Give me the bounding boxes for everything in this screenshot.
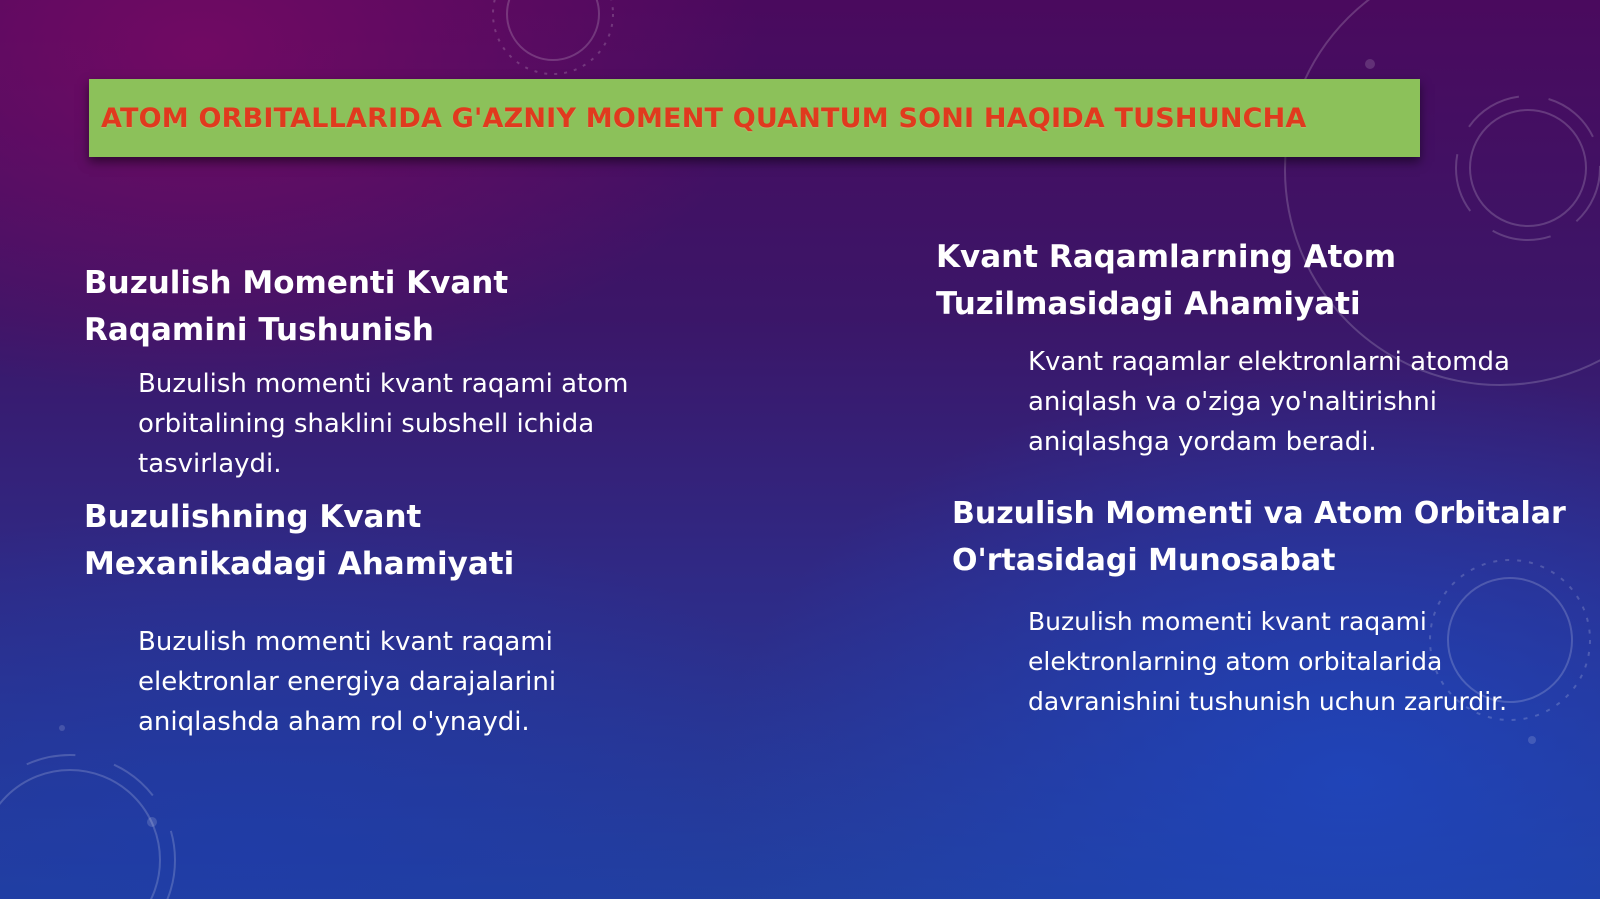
- section-1-heading: [84, 260, 784, 354]
- section-2-body-line-2: elektronlar energiya darajalarini: [138, 667, 557, 697]
- section-1-body-line-3: tasvirlaydi.: [138, 449, 282, 479]
- section-3-body-line-3: aniqlashga yordam beradi.: [1028, 427, 1377, 457]
- section-2-body-line-1: Buzulish momenti kvant raqami: [138, 627, 553, 657]
- section-3-body: [1028, 342, 1588, 462]
- section-1-body-line-1: Buzulish momenti kvant raqami atom: [138, 369, 629, 399]
- section-2-heading-line-1: Buzulishning Kvant: [84, 499, 422, 535]
- section-1-body: [138, 364, 798, 484]
- section-1-heading-line-1: Buzulish Momenti Kvant: [84, 265, 509, 301]
- section-4-body-line-3: davranishini tushunish uchun zarurdir.: [1028, 687, 1508, 716]
- section-4-body-line-2: elektronlarning atom orbitalarida: [1028, 647, 1443, 676]
- section-3-heading-line-2: Tuzilmasidagi Ahamiyati: [936, 286, 1361, 322]
- section-4-heading: [952, 490, 1592, 584]
- section-4-heading-line-2: O'rtasidagi Munosabat: [952, 543, 1336, 578]
- section-2-body: [138, 622, 798, 742]
- slide-title: ATOM ORBITALLARIDA G'AZNIY MOMENT QUANTUM SONI HAQIDA TUSHUNCHA: [101, 102, 1307, 134]
- section-2-heading: [84, 494, 784, 588]
- section-3-body-line-1: Kvant raqamlar elektronlarni atomda: [1028, 347, 1510, 377]
- section-4-heading-line-1: Buzulish Momenti va Atom Orbitalar: [952, 496, 1566, 531]
- section-1-body-line-2: orbitalining shaklini subshell ichida: [138, 409, 595, 439]
- title-banner: [89, 79, 1420, 157]
- section-3-heading-line-1: Kvant Raqamlarning Atom: [936, 239, 1397, 275]
- section-2-heading-line-2: Mexanikadagi Ahamiyati: [84, 546, 515, 582]
- section-1-heading-line-2: Raqamini Tushunish: [84, 312, 434, 348]
- section-2-body-line-3: aniqlashda aham rol o'ynaydi.: [138, 707, 530, 737]
- section-3-body-line-2: aniqlash va o'ziga yo'naltirishni: [1028, 387, 1437, 417]
- section-3-heading: [936, 234, 1586, 328]
- section-4-body: [1028, 602, 1588, 722]
- section-4-body-line-1: Buzulish momenti kvant raqami: [1028, 607, 1427, 636]
